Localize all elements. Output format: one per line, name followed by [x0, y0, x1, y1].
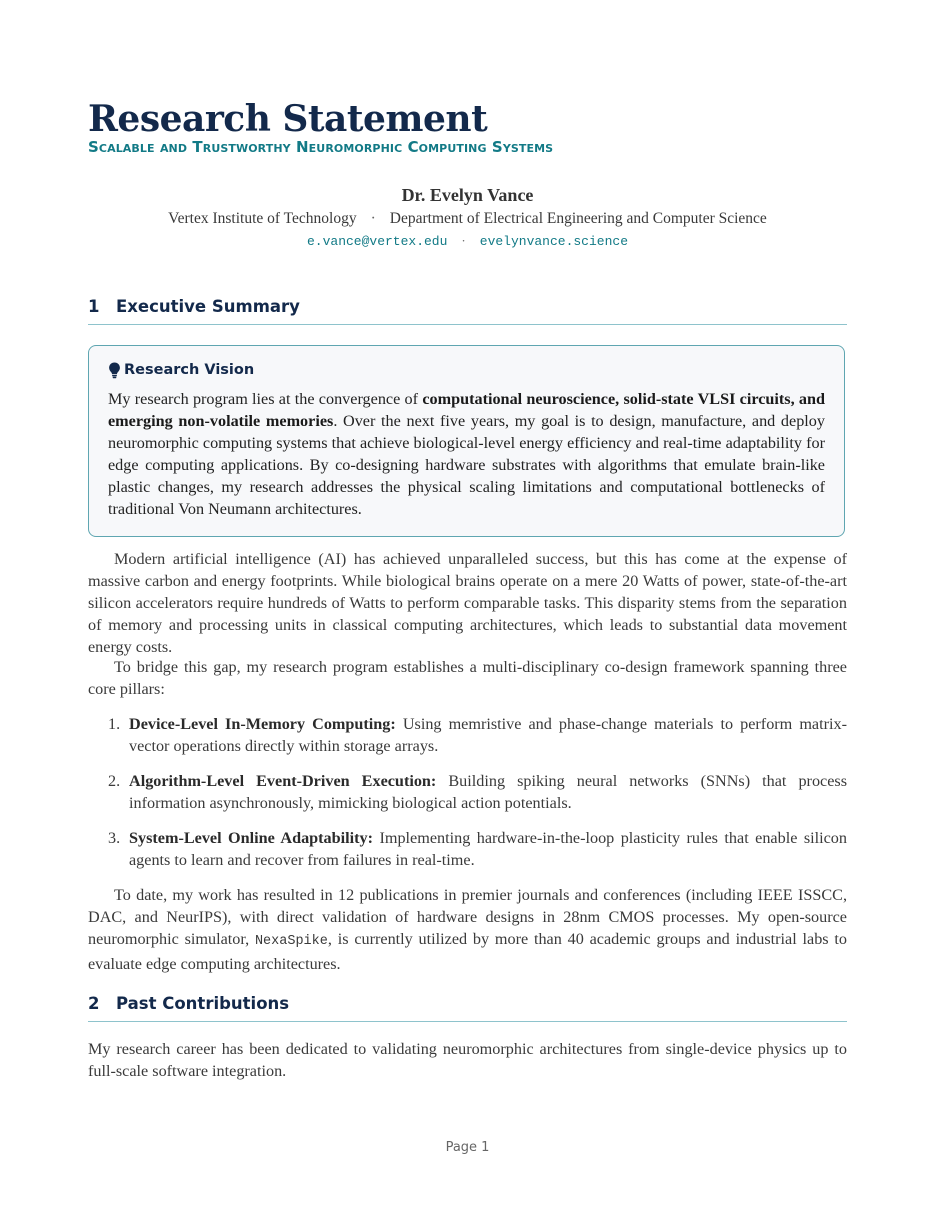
list-number: 3.: [108, 829, 121, 847]
paragraph-framework-intro: To bridge this gap, my research program establishes a multi-disciplinary co-design framework spanning three core pillars:: [88, 658, 847, 698]
pillar-title: Algorithm-Level Event-Driven Execution:: [129, 772, 437, 790]
pillar-text: Implementing hardware-in-the-loop plasticity rules that enable silicon agents to learn and recover from failures in real-time.: [129, 829, 847, 869]
contact-line: [88, 230, 847, 253]
vision-rest: . Over the next five years, my goal is to design, manufacture, and deploy neuromorphic computing systems that achieve biological-level energy efficiency and real-time adaptability for edge computing applications. By co-designing hardware substrates with algorithms that emulate brain-like plastic changes, my research addresses the physical scaling limitations and computational bottlenecks of traditional Von Neumann architectures.: [108, 412, 825, 518]
email-link[interactable]: e.vance@vertex.edu: [306, 234, 448, 249]
section-title: Executive Summary: [116, 297, 300, 316]
institution: Vertex Institute of Technology: [168, 210, 357, 227]
author-block: [88, 183, 847, 253]
pillar-text: Using memristive and phase-change materials to perform matrix-vector operations directly within storage arrays.: [129, 715, 847, 755]
affiliation: [88, 208, 847, 230]
page-title: Research Statement: [88, 98, 488, 140]
list-number: 1.: [108, 715, 121, 733]
section-number: 1: [88, 297, 100, 316]
list-item: [88, 713, 847, 757]
research-vision-box: [88, 345, 845, 537]
page-number: Page 1: [445, 1140, 490, 1155]
list-item: [88, 770, 847, 814]
section-heading-executive-summary: [88, 297, 847, 325]
separator-dot: ·: [461, 233, 466, 248]
simulator-name: NexaSpike: [254, 934, 328, 949]
vision-text: [108, 388, 825, 520]
website-link[interactable]: evelynvance.science: [479, 234, 628, 249]
section-heading-past-contributions: [88, 994, 847, 1022]
section-title: Past Contributions: [116, 994, 290, 1013]
vision-emphasis: computational neuroscience, solid-state VLSI circuits, and emerging non-volatile memories: [108, 390, 826, 430]
department: Department of Electrical Engineering and Computer Science: [389, 210, 767, 227]
list-number: 2.: [108, 772, 121, 790]
pillars-list: [88, 713, 847, 884]
paragraph-motivation: Modern artificial intelligence (AI) has achieved unparalleled success, but this has come at the expense of massive carbon and energy footprints. While biological brains operate on a mere 20 Watts of power, state-of-the-art silicon accelerators require hundreds of Watts to perform comparable tasks. This disparity stems from the separation of memory and processing units in classical computing architectures, which leads to substantial data movement energy costs.: [88, 550, 847, 656]
section-number: 2: [88, 994, 100, 1013]
achievements-text-end: , is currently utilized by more than 40 academic groups and industrial labs to evaluate edge computing architectures.: [88, 930, 847, 973]
pillar-text: Building spiking neural networks (SNNs) that process information asynchronously, mimicking biological action potentials.: [129, 772, 848, 812]
page-subtitle: Scalable and Trustworthy Neuromorphic Computing Systems: [88, 138, 554, 156]
vision-title-row: [108, 359, 825, 381]
pillar-title: System-Level Online Adaptability:: [129, 829, 374, 847]
paragraph-past-contributions: My research career has been dedicated to validating neuromorphic architectures from single-device physics up to full-scale software integration.: [88, 1040, 847, 1080]
paragraph-achievements: [88, 884, 847, 975]
vision-intro: My research program lies at the convergence of: [108, 390, 423, 408]
vision-title: Research Vision: [124, 362, 255, 378]
lightbulb-icon: [108, 362, 121, 379]
list-item: [88, 827, 847, 871]
author-name: Dr. Evelyn Vance: [401, 185, 534, 205]
pillar-title: Device-Level In-Memory Computing:: [129, 715, 396, 733]
achievements-text: To date, my work has resulted in 12 publications in premier journals and conferences (including IEEE ISSCC, DAC, and NeurIPS), with direct validation of hardware designs in 28nm CMOS processes. My open-source neuromorphic simulator,: [88, 886, 847, 948]
separator-dot: ·: [370, 210, 376, 227]
